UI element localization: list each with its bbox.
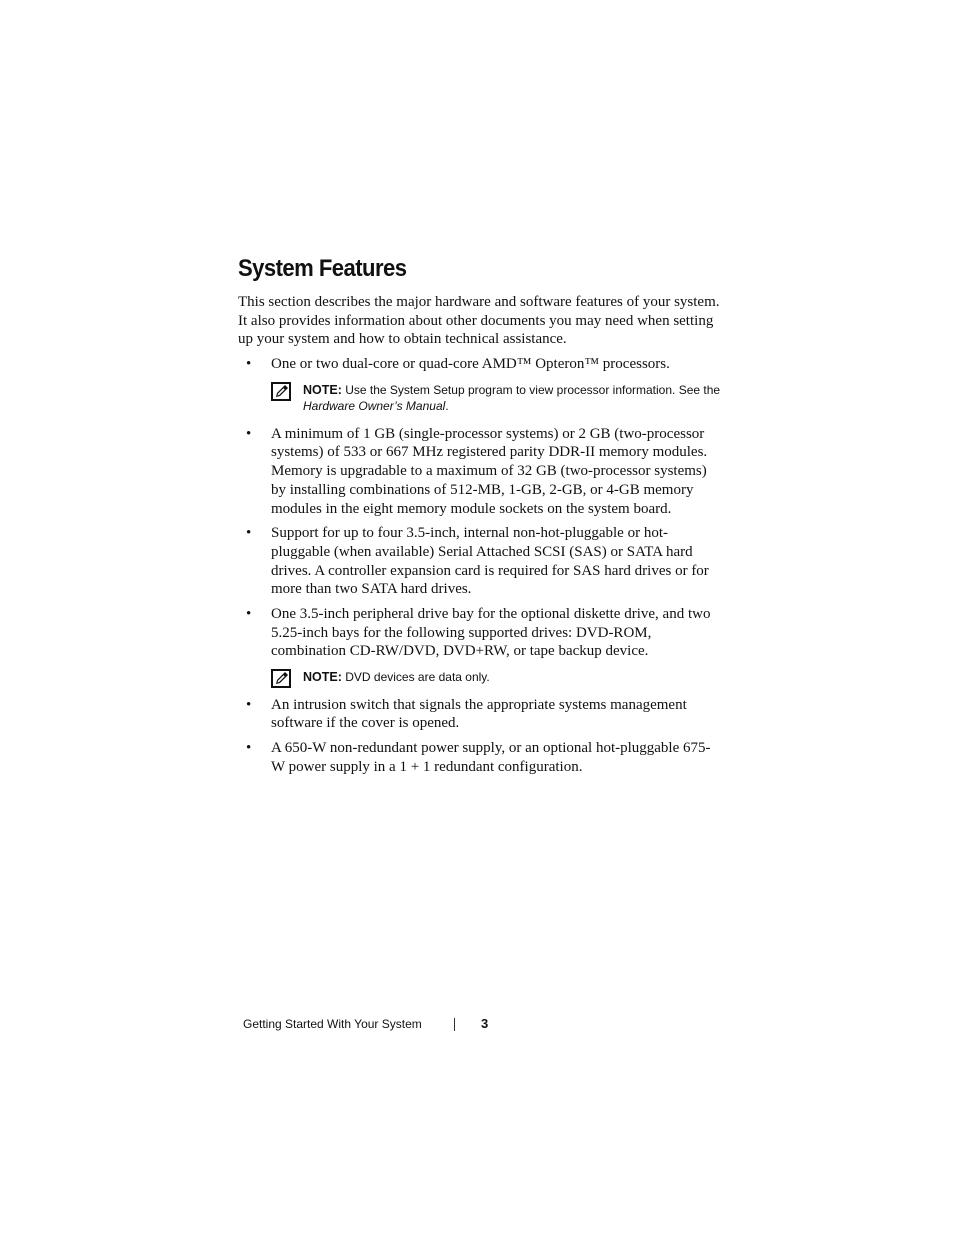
feature-list: [238, 355, 724, 782]
note-suffix: .: [445, 399, 449, 414]
pencil-note-icon: [271, 382, 291, 401]
bullet: •: [246, 740, 252, 757]
manual-title: Hardware Owner’s Manual: [303, 399, 446, 414]
bullet: •: [246, 525, 252, 542]
feature-text: One or two dual-core or quad-core AMD™ Opteron™ processors.: [271, 356, 670, 372]
bullet: •: [246, 606, 252, 623]
section-heading: System Features: [238, 255, 407, 282]
feature-text: One 3.5-inch peripheral drive bay for the optional diskette drive, and two 5.25-inch bays for the following supported drives: DVD-ROM, combination CD-RW/DVD, DVD+RW, or tape backup device.: [271, 606, 711, 660]
feature-item-hard-drives: [238, 524, 724, 599]
intro-paragraph: This section describes the major hardware and software features of your system. It also provides information about other documents you may need when setting up your system and how to obtain technical assistance.: [238, 294, 720, 348]
bullet: •: [246, 356, 252, 372]
feature-item-drive-bays: [238, 605, 724, 686]
footer-divider: [454, 1018, 455, 1031]
note-label: NOTE:: [303, 382, 342, 397]
feature-text: An intrusion switch that signals the appropriate systems management software if the cover is opened.: [271, 696, 687, 732]
document-page: [238, 0, 728, 1235]
feature-text: A 650-W non-redundant power supply, or an optional hot-pluggable 675-W power supply in a 1 + 1 redundant configuration.: [271, 740, 711, 775]
note-label: NOTE:: [303, 670, 342, 685]
bullet: •: [246, 425, 252, 442]
feature-item-intrusion-switch: [238, 696, 724, 733]
feature-item-power-supply: [238, 739, 724, 776]
page-number: 3: [481, 1016, 489, 1031]
feature-text: Support for up to four 3.5-inch, internal non-hot-pluggable or hot-pluggable (when available) Serial Attached SCSI (SAS) or SATA hard drives. A controller expansion card is required for SAS hard drives or for more than two SATA hard drives.: [271, 525, 709, 598]
note-text: Use the System Setup program to view processor information. See the: [341, 382, 721, 397]
bullet: •: [246, 696, 252, 713]
pencil-note-icon: [271, 669, 291, 688]
note-processor: [271, 382, 724, 415]
footer-title: Getting Started With Your System: [243, 1017, 422, 1031]
note-dvd: [271, 669, 724, 686]
feature-item-processors: [238, 355, 724, 415]
note-text: DVD devices are data only.: [341, 670, 490, 685]
feature-text: A minimum of 1 GB (single-processor systems) or 2 GB (two-processor systems) of 533 or 667 MHz registered parity DDR-II memory modules. Memory is upgradable to a maximum of 32 GB (two-processor systems) by installing combinations of 512-MB, 1-GB, 2-GB, or 4-GB memory modules in the eight memory module sockets on the system board.: [271, 425, 708, 517]
feature-item-memory: [238, 425, 724, 519]
